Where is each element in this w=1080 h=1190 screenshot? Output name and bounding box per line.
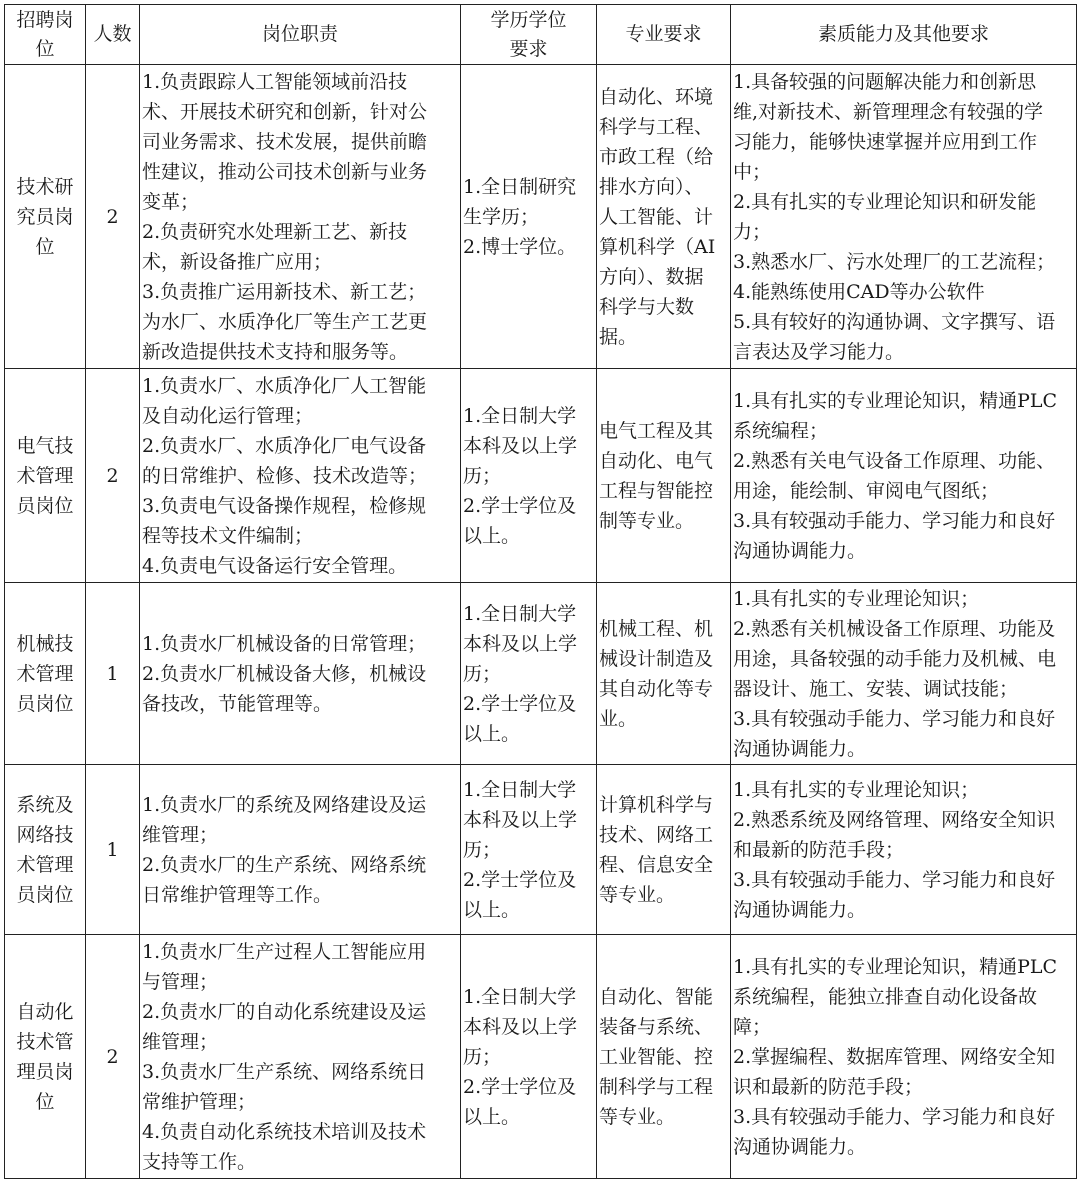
cell-duties-line: 2.负责水厂、水质净化厂电气设备 <box>142 434 427 457</box>
cell-position-line: 技术研 <box>16 175 74 198</box>
cell-abilities <box>731 765 1077 935</box>
cell-abilities-line: 5.具有较好的沟通协调、文字撰写、语 <box>733 310 1056 333</box>
cell-education-line: 2.学士学位及 <box>463 494 577 517</box>
cell-abilities <box>731 935 1077 1179</box>
cell-count: 1 <box>86 765 140 935</box>
cell-abilities-line: 2.熟悉系统及网络管理、网络安全知识 <box>733 808 1056 831</box>
cell-major-line: 计算机科学与 <box>599 793 714 816</box>
cell-abilities-line: 障； <box>733 1015 772 1038</box>
cell-education-line: 1.全日制大学 <box>463 602 577 625</box>
cell-position-line: 员岗位 <box>16 692 74 715</box>
cell-major-line: 自动化、智能 <box>599 985 714 1008</box>
cell-duties-line: 1.负责水厂的系统及网络建设及运 <box>142 793 427 816</box>
cell-education-line: 以上。 <box>463 898 521 921</box>
cell-education-line: 以上。 <box>463 1105 521 1128</box>
cell-position-line: 术管理 <box>16 662 74 685</box>
cell-abilities-line: 中； <box>733 160 772 183</box>
cell-position-line: 员岗位 <box>16 883 74 906</box>
recruitment-table-wrapper <box>4 4 1077 1179</box>
cell-education-line: 1.全日制研究 <box>463 175 577 198</box>
header-duties: 岗位职责 <box>140 5 461 65</box>
cell-major-line: 机械工程、机 <box>599 617 714 640</box>
cell-major-line: 排水方向）、 <box>599 175 704 198</box>
cell-education-line: 1.全日制大学 <box>463 778 577 801</box>
cell-education-line: 历； <box>463 662 502 685</box>
cell-abilities-line: 3.具有较强动手能力、学习能力和良好 <box>733 1105 1056 1128</box>
cell-duties-line: 术、开展技术研究和创新，针对公 <box>142 100 428 123</box>
cell-major-line: 电气工程及其 <box>599 419 714 442</box>
cell-position <box>5 765 86 935</box>
cell-abilities-line: 3.具有较强动手能力、学习能力和良好 <box>733 707 1056 730</box>
cell-education-line: 2.学士学位及 <box>463 868 577 891</box>
cell-count: 2 <box>86 935 140 1179</box>
cell-major-line: 自动化、电气 <box>599 449 714 472</box>
cell-education-line: 1.全日制大学 <box>463 404 577 427</box>
cell-abilities-line: 沟通协调能力。 <box>733 737 867 760</box>
cell-abilities <box>731 583 1077 765</box>
cell-education-line: 2.学士学位及 <box>463 1075 577 1098</box>
cell-education-line: 2.博士学位。 <box>463 235 577 258</box>
cell-abilities-line: 沟通协调能力。 <box>733 1135 867 1158</box>
cell-duties-line: 新改造提供技术支持和服务等。 <box>142 340 409 363</box>
cell-education-line: 本科及以上学 <box>463 632 578 655</box>
cell-duties <box>140 65 461 369</box>
cell-major <box>597 369 731 583</box>
cell-duties-line: 维管理； <box>142 823 219 846</box>
cell-abilities-line: 维,对新技术、新管理理念有较强的学 <box>733 100 1044 123</box>
cell-education-line: 本科及以上学 <box>463 808 578 831</box>
cell-education-line: 2.学士学位及 <box>463 692 577 715</box>
cell-major-line: 械设计制造及 <box>599 647 714 670</box>
header-abilities: 素质能力及其他要求 <box>731 5 1077 65</box>
cell-abilities-line: 系统编程，能独立排查自动化设备故 <box>733 985 1038 1008</box>
cell-major <box>597 935 731 1179</box>
cell-education-line: 本科及以上学 <box>463 434 578 457</box>
cell-duties-line: 1.负责跟踪人工智能领域前沿技 <box>142 70 408 93</box>
cell-duties <box>140 935 461 1179</box>
cell-duties-line: 术，新设备推广应用； <box>142 250 333 273</box>
cell-abilities-line: 沟通协调能力。 <box>733 898 867 921</box>
cell-duties-line: 常维护管理； <box>142 1090 257 1113</box>
cell-position-line: 员岗位 <box>16 494 74 517</box>
cell-education <box>461 765 597 935</box>
header-position: 招聘岗 位 <box>5 5 86 65</box>
cell-duties-line: 3.负责水厂生产系统、网络系统日 <box>142 1060 427 1083</box>
cell-major-line: 技术、网络工 <box>599 823 714 846</box>
cell-major-line: 制科学与工程 <box>599 1075 714 1098</box>
cell-position-line: 理员岗 <box>16 1060 74 1083</box>
cell-abilities-line: 1.具有扎实的专业理论知识，精通PLC <box>733 955 1058 978</box>
cell-major-line: 程、信息安全 <box>599 853 714 876</box>
cell-abilities-line: 1.具备较强的问题解决能力和创新思 <box>733 70 1037 93</box>
cell-abilities-line: 1.具有扎实的专业理论知识； <box>733 587 980 610</box>
cell-major-line: 其自动化等专 <box>599 677 714 700</box>
cell-major-line: 工业智能、控 <box>599 1045 714 1068</box>
cell-abilities-line: 4.能熟练使用CAD等办公软件 <box>733 280 985 303</box>
cell-position-line: 术管理 <box>16 853 74 876</box>
table-row <box>5 765 1077 935</box>
cell-duties-line: 2.负责水厂的生产系统、网络系统 <box>142 853 427 876</box>
header-education: 学历学位 要求 <box>461 5 597 65</box>
cell-abilities-line: 言表达及学习能力。 <box>733 340 905 363</box>
cell-education-line: 以上。 <box>463 524 521 547</box>
cell-major-line: 人工智能、计 <box>599 205 714 228</box>
cell-abilities-line: 沟通协调能力。 <box>733 539 867 562</box>
cell-duties-line: 支持等工作。 <box>142 1150 257 1173</box>
cell-duties-line: 1.负责水厂机械设备的日常管理； <box>142 632 427 655</box>
cell-duties <box>140 765 461 935</box>
cell-duties-line: 与管理； <box>142 970 219 993</box>
cell-abilities-line: 2.熟悉有关机械设备工作原理、功能及 <box>733 617 1056 640</box>
cell-position-line: 术管理 <box>16 464 74 487</box>
cell-education-line: 历； <box>463 1045 502 1068</box>
cell-major-line: 科学与大数 <box>599 295 695 318</box>
cell-duties <box>140 369 461 583</box>
cell-count: 2 <box>86 65 140 369</box>
cell-position-line: 技术管 <box>16 1030 74 1053</box>
cell-abilities <box>731 369 1077 583</box>
cell-education-line: 以上。 <box>463 722 521 745</box>
cell-position <box>5 369 86 583</box>
cell-major-line: 业。 <box>599 707 638 730</box>
table-header-row <box>5 5 1077 65</box>
cell-education-line: 1.全日制大学 <box>463 985 577 1008</box>
cell-major-line: 装备与系统、 <box>599 1015 714 1038</box>
cell-duties-line: 日常维护管理等工作。 <box>142 883 333 906</box>
cell-major-line: 市政工程（给 <box>599 145 714 168</box>
cell-duties <box>140 583 461 765</box>
cell-education <box>461 583 597 765</box>
cell-duties-line: 2.负责水厂机械设备大修，机械设 <box>142 662 427 685</box>
cell-position-line: 电气技 <box>16 434 74 457</box>
cell-position-line: 系统及 <box>16 793 74 816</box>
cell-count: 2 <box>86 369 140 583</box>
cell-abilities-line: 2.具有扎实的专业理论知识和研发能 <box>733 190 1037 213</box>
cell-abilities-line: 1.具有扎实的专业理论知识； <box>733 778 980 801</box>
cell-duties-line: 变革； <box>142 190 200 213</box>
cell-duties-line: 3.负责推广运用新技术、新工艺； <box>142 280 427 303</box>
cell-education-line: 历； <box>463 838 502 861</box>
cell-education <box>461 65 597 369</box>
cell-duties-line: 程等技术文件编制； <box>142 524 314 547</box>
cell-position-line: 网络技 <box>16 823 74 846</box>
cell-education-line: 生学历； <box>463 205 540 228</box>
cell-abilities <box>731 65 1077 369</box>
cell-major <box>597 583 731 765</box>
cell-abilities-line: 3.具有较强动手能力、学习能力和良好 <box>733 509 1056 532</box>
cell-education-line: 历； <box>463 464 502 487</box>
cell-duties-line: 性建议，推动公司技术创新与业务 <box>142 160 428 183</box>
cell-abilities-line: 3.具有较强动手能力、学习能力和良好 <box>733 868 1056 891</box>
cell-education <box>461 369 597 583</box>
cell-major <box>597 765 731 935</box>
cell-position-line: 位 <box>35 235 55 258</box>
cell-position <box>5 935 86 1179</box>
cell-abilities-line: 用途，具备较强的动手能力及机械、电 <box>733 647 1057 670</box>
table-row <box>5 65 1077 369</box>
recruitment-table <box>4 4 1077 1179</box>
cell-duties-line: 司业务需求、技术发展，提供前瞻 <box>142 130 428 153</box>
header-major: 专业要求 <box>597 5 731 65</box>
cell-duties-line: 2.负责研究水处理新工艺、新技 <box>142 220 408 243</box>
cell-position-line: 自动化 <box>16 1000 74 1023</box>
cell-duties-line: 1.负责水厂、水质净化厂人工智能 <box>142 374 427 397</box>
cell-education-line: 本科及以上学 <box>463 1015 578 1038</box>
cell-position-line: 究员岗 <box>16 205 74 228</box>
cell-duties-line: 4.负责电气设备运行安全管理。 <box>142 554 408 577</box>
cell-abilities-line: 用途，能绘制、审阅电气图纸； <box>733 479 1000 502</box>
cell-major-line: 自动化、环境 <box>599 85 714 108</box>
cell-abilities-line: 力； <box>733 220 772 243</box>
cell-duties-line: 为水厂、水质净化厂等生产工艺更 <box>142 310 428 333</box>
header-count: 人数 <box>86 5 140 65</box>
table-row <box>5 583 1077 765</box>
cell-major-line: 科学与工程、 <box>599 115 714 138</box>
cell-abilities-line: 3.熟悉水厂、污水处理厂的工艺流程； <box>733 250 1056 273</box>
cell-duties-line: 及自动化运行管理； <box>142 404 314 427</box>
cell-count: 1 <box>86 583 140 765</box>
cell-duties-line: 的日常维护、检修、技术改造等； <box>142 464 428 487</box>
cell-major <box>597 65 731 369</box>
table-row <box>5 369 1077 583</box>
cell-major-line: 算机科学（AI <box>599 235 716 258</box>
cell-abilities-line: 识和最新的防范手段； <box>733 1075 924 1098</box>
cell-abilities-line: 和最新的防范手段； <box>733 838 905 861</box>
cell-education <box>461 935 597 1179</box>
cell-duties-line: 1.负责水厂生产过程人工智能应用 <box>142 940 427 963</box>
cell-position-line: 机械技 <box>16 632 74 655</box>
cell-abilities-line: 2.掌握编程、数据库管理、网络安全知 <box>733 1045 1056 1068</box>
cell-major-line: 等专业。 <box>599 883 676 906</box>
cell-major-line: 等专业。 <box>599 1105 676 1128</box>
cell-abilities-line: 器设计、施工、安装、调试技能； <box>733 677 1019 700</box>
cell-duties-line: 3.负责电气设备操作规程，检修规 <box>142 494 427 517</box>
cell-major-line: 方向）、数据 <box>599 265 704 288</box>
table-row <box>5 935 1077 1179</box>
cell-position <box>5 583 86 765</box>
cell-duties-line: 维管理； <box>142 1030 219 1053</box>
cell-major-line: 制等专业。 <box>599 509 695 532</box>
cell-duties-line: 备技改，节能管理等。 <box>142 692 333 715</box>
cell-abilities-line: 系统编程； <box>733 419 829 442</box>
cell-position-line: 位 <box>35 1090 55 1113</box>
cell-abilities-line: 1.具有扎实的专业理论知识，精通PLC <box>733 389 1058 412</box>
cell-major-line: 工程与智能控 <box>599 479 714 502</box>
cell-major-line: 据。 <box>599 325 638 348</box>
cell-duties-line: 4.负责自动化系统技术培训及技术 <box>142 1120 427 1143</box>
cell-abilities-line: 2.熟悉有关电气设备工作原理、功能、 <box>733 449 1056 472</box>
cell-duties-line: 2.负责水厂的自动化系统建设及运 <box>142 1000 427 1023</box>
cell-abilities-line: 习能力，能够快速掌握并应用到工作 <box>733 130 1038 153</box>
cell-position <box>5 65 86 369</box>
